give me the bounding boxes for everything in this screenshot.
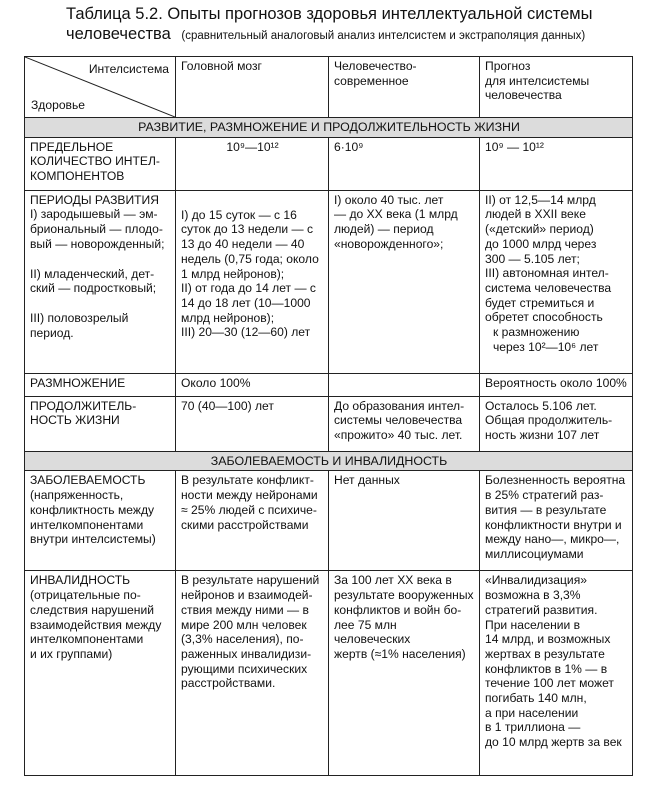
- development-forecast-ind-2: через 10²—10⁶ лет: [493, 339, 599, 354]
- table-row-invalidity: [25, 571, 633, 776]
- row-label-invalidity: ИНВАЛИДНОСТЬ (отрицательные по- следствия нарушений взаимодействия между интелкомпонентами и их группами): [25, 571, 176, 776]
- cell-morbidity-forecast: Болезненность вероятна в 25% стратегий раз- вития — в результате конфликтности внутри и между нано—, микро—, миллисоциумами: [480, 471, 633, 571]
- section-title-morbidity: ЗАБОЛЕВАЕМОСТЬ И ИНВАЛИДНОСТЬ: [25, 451, 633, 471]
- caption-main: человечества: [66, 25, 171, 43]
- table-row-development: [25, 190, 633, 373]
- cell-development-forecast: [480, 190, 633, 373]
- development-forecast-text: II) от 12,5—14 млрд людей в XXII веке («детский» период) до 1000 млрд через 300 — 5.105 лет; III) автономная интел- система человечества будет стремиться и обретет способность: [485, 192, 612, 325]
- cell-limit-brain: 10⁹—10¹²: [176, 137, 329, 190]
- cell-morbidity-humanity: Нет данных: [329, 471, 480, 571]
- header-row: [25, 57, 633, 118]
- table-row-morbidity: [25, 471, 633, 571]
- cell-limit-forecast: 10⁹ — 10¹²: [480, 137, 633, 190]
- table-caption: [66, 4, 646, 46]
- caption-title: Таблица 5.2. Опыты прогнозов здоровья интеллектуальной системы: [66, 5, 593, 23]
- development-forecast-ind-1: к размножению: [493, 325, 580, 340]
- cell-lifespan-humanity: До образования интел- системы человечества «прожито» 40 тыс. лет.: [329, 396, 480, 451]
- cell-morbidity-brain: В результате конфликт- ности между нейронами ≈ 25% людей с психиче- скими расстройствами: [176, 471, 329, 571]
- section-row-development: [25, 118, 633, 138]
- development-period-1: I) зародышевый — эм- бриональный — плодо- вый — новорожденный;: [30, 207, 165, 251]
- diagonal-header-cell: [25, 57, 176, 118]
- caption-subtitle: [66, 25, 646, 46]
- cell-reproduction-forecast: Вероятность около 100%: [480, 373, 633, 396]
- header-health: Здоровье: [31, 98, 85, 113]
- header-intelsystem: Интелсистема: [88, 62, 169, 76]
- forecast-table: [24, 56, 633, 776]
- row-label-morbidity: ЗАБОЛЕВАЕМОСТЬ (напряженность, конфликтность между интелкомпонентами внутри интелсистемы): [25, 471, 176, 571]
- row-label-limit: ПРЕДЕЛЬНОЕ КОЛИЧЕСТВО ИНТЕЛ- КОМПОНЕНТОВ: [25, 137, 176, 190]
- development-brain-text: I) до 15 суток — с 16 суток до 13 недели — с 13 до 40 недели — 40 недель (0,75 года; около 1 млрд нейронов); II) от года до 14 лет — с 14 до 18 лет (10—1000 млрд нейронов); III) 20—30 (12—60) лет: [181, 207, 319, 340]
- cell-invalidity-humanity: За 100 лет XX века в результате вооруженных конфликтов и войн бо- лее 75 млн человеческих жертв (≈1% населения): [329, 571, 480, 776]
- table-row-limit: [25, 137, 633, 190]
- caption-note: (сравнительный аналоговый анализ интелсистем и экстраполяция данных): [181, 30, 586, 42]
- header-brain: Головной мозг: [176, 57, 329, 118]
- development-period-2: II) младенческий, дет- ский — подростковый;: [30, 266, 157, 296]
- header-humanity: Человечество- современное: [329, 57, 480, 118]
- development-title: ПЕРИОДЫ РАЗВИТИЯ: [30, 192, 159, 207]
- cell-invalidity-brain: В результате нарушений нейронов и взаимодей- ствия между ними — в мире 200 млн человек (3,3% населения), по- раженных инвалидизи- рующими психических расстройствами.: [176, 571, 329, 776]
- cell-lifespan-forecast: Осталось 5.106 лет. Общая продолжитель- ность жизни 107 лет: [480, 396, 633, 451]
- row-label-lifespan: ПРОДОЛЖИТЕЛЬ- НОСТЬ ЖИЗНИ: [25, 396, 176, 451]
- row-label-development: [25, 190, 176, 373]
- header-forecast: Прогноз для интелсистемы человечества: [480, 57, 633, 118]
- cell-development-brain: [176, 190, 329, 373]
- development-period-3: III) половозрелый период.: [30, 310, 129, 340]
- table-row-lifespan: [25, 396, 633, 451]
- cell-reproduction-brain: Около 100%: [176, 373, 329, 396]
- cell-development-humanity: I) около 40 тыс. лет — до XX века (1 млрд людей) — период «новорожденного»;: [329, 190, 480, 373]
- table-row-reproduction: [25, 373, 633, 396]
- section-title-development: РАЗВИТИЕ, РАЗМНОЖЕНИЕ И ПРОДОЛЖИТЕЛЬНОСТЬ ЖИЗНИ: [25, 118, 633, 138]
- cell-reproduction-humanity: [329, 373, 480, 396]
- section-row-morbidity: [25, 451, 633, 471]
- row-label-reproduction: РАЗМНОЖЕНИЕ: [25, 373, 176, 396]
- cell-limit-humanity: 6·10⁹: [329, 137, 480, 190]
- cell-lifespan-brain: 70 (40—100) лет: [176, 396, 329, 451]
- cell-invalidity-forecast: «Инвалидизация» возможна в 3,3% стратегий развития. При населении в 14 млрд, и возможных жертвах в результате конфликтов в 1% — в течение 100 лет может погибать 140 млн, а при населении в 1 триллиона — до 10 млрд жертв за век: [480, 571, 633, 776]
